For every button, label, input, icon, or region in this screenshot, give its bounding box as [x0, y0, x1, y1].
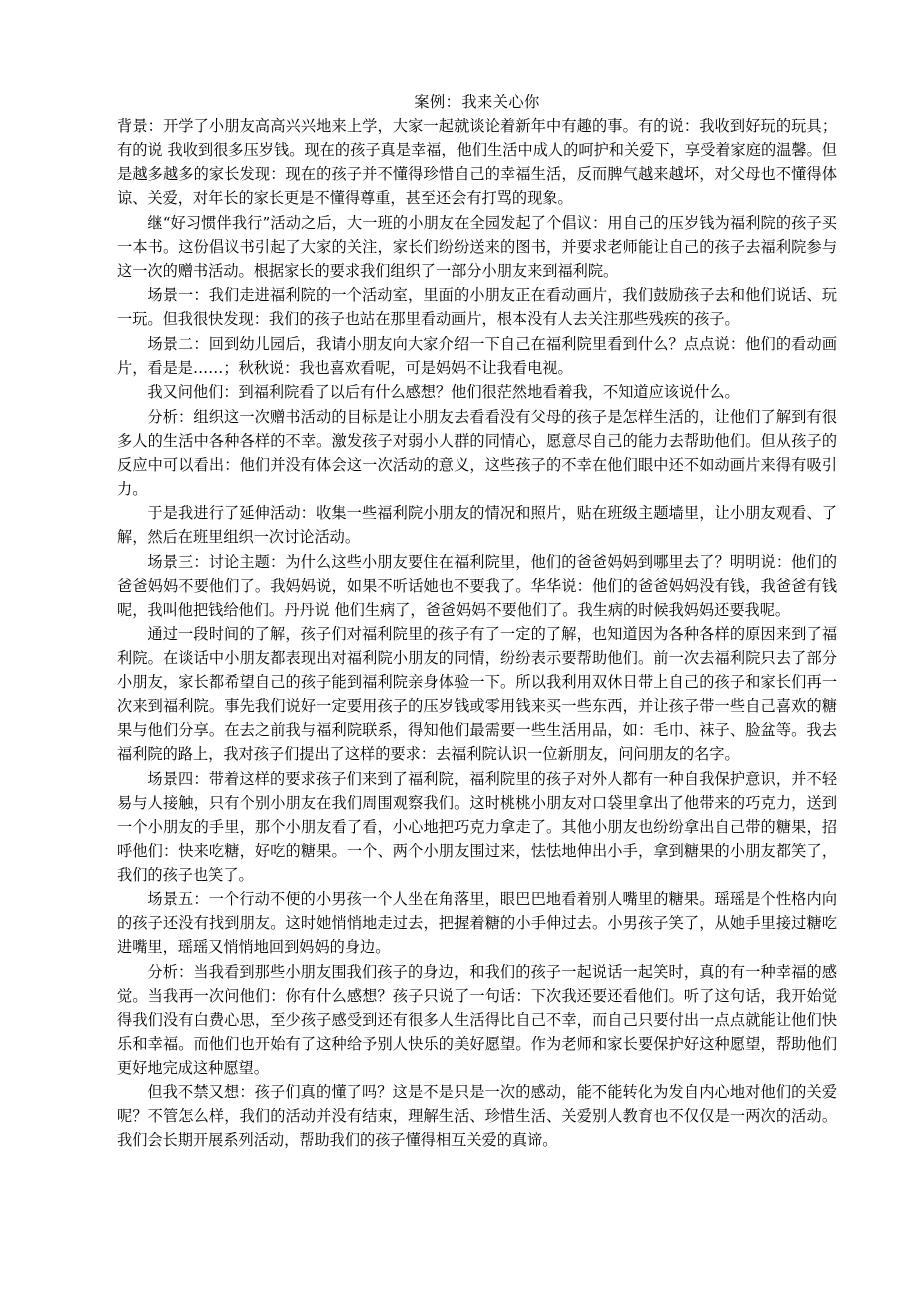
paragraph-analysis-one: 分析：组织这一次赠书活动的目标是让小朋友去看看没有父母的孩子是怎样生活的，让他们了解到有很多人的生活中各种各样的不幸。激发孩子对弱小人群的同情心，愿意尽自己的能力去帮助他们。但从孩子的反应中可以看出：他们并没有体会这一次活动的意义，这些孩子的不幸在他们眼中还不如动画片来得有吸引力。 — [117, 407, 837, 498]
paragraph-extension: 于是我进行了延伸活动：收集一些福利院小朋友的情况和照片，贴在班级主题墙里，让小朋友观看、了解，然后在班里组织一次讨论活动。 — [117, 504, 837, 546]
paragraph-question: 我又问他们：到福利院看了以后有什么感想？他们很茫然地看着我，不知道应该说什么。 — [147, 383, 740, 401]
paragraph-scene-two: 场景二：回到幼儿园后，我请小朋友向大家介绍一下自己在福利院里看到什么？点点说：他们的看动画片，看是是……；秋秋说：我也喜欢看呢，可是妈妈不让我看电视。 — [117, 334, 837, 377]
document-title: 案例：我来关心你 — [414, 93, 540, 111]
paragraph-second-visit: 通过一段时间的了解，孩子们对福利院里的孩子有了一定的了解，也知道因为各种各样的原因来到了福利院。在谈话中小朋友都表现出对福利院小朋友的同情，纷纷表示要帮助他们。前一次去福利院只去了部分小朋友，家长都希望自己的孩子能到福利院亲身体验一下。所以我利用双休日带上自己的孩子和家长们再一次来到福利院。事先我们说好一定要用孩子的压岁钱或零用钱来买一些东西，并让孩子带一些自己喜欢的糖果与他们分享。在去之前我与福利院联系，得知他们最需要一些生活用品，如：毛巾、袜子、脸盆等。我去福利院的路上，我对孩子们提出了这样的要求：去福利院认识一位新朋友，问问朋友的名字。 — [117, 625, 837, 763]
paragraph-scene-four: 场景四：带着这样的要求孩子们来到了福利院，福利院里的孩子对外人都有一种自我保护意识，并不轻易与人接触，只有个别小朋友在我们周围观察我们。这时桃桃小朋友对口袋里拿出了他带来的巧克力，送到一个小朋友的手里，那个小朋友看了看，小心地把巧克力拿走了。其他小朋友也纷纷拿出自己带的糖果，招呼他们：快来吃糖，好吃的糖果。一个、两个小朋友围过来，怯怯地伸出小手，拿到糖果的小朋友都笑了，我们的孩子也笑了。 — [117, 769, 837, 884]
paragraph-initiative: 继“好习惯伴我行”活动之后，大一班的小朋友在全园发起了个倡议：用自己的压岁钱为福利院的孩子买一本书。这份倡议书引起了大家的关注，家长们纷纷送来的图书，并要求老师能让自己的孩子去福利院参与这一次的赠书活动。根据家长的要求我们组织了一部分小朋友来到福利院。 — [117, 213, 837, 280]
document-page — [117, 91, 837, 1153]
paragraph-scene-five: 场景五：一个行动不便的小男孩一个人坐在角落里，眼巴巴地看着别人嘴里的糖果。瑶瑶是个性格内向的孩子还没有找到朋友。这时她悄悄地走过去，把握着糖的小手伸过去。小男孩子笑了，从她手里接过糖吃进嘴里，瑶瑶又悄悄地回到妈妈的身边。 — [117, 890, 837, 956]
paragraph-reflection: 但我不禁又想：孩子们真的懂了吗？这是不是只是一次的感动，能不能转化为发自内心地对他们的关爱呢？不管怎么样，我们的活动并没有结束，理解生活、珍惜生活、关爱别人教育也不仅仅是一两次的活动。我们会长期开展系列活动，帮助我们的孩子懂得相互关爱的真谛。 — [117, 1083, 837, 1149]
paragraph-scene-one: 场景一：我们走进福利院的一个活动室，里面的小朋友正在看动画片，我们鼓励孩子去和他们说话、玩一玩。但我很快发现：我们的孩子也站在那里看动画片，根本没有人去关注那些残疾的孩子。 — [117, 286, 837, 328]
paragraph-background: 背景：开学了小朋友高高兴兴地来上学，大家一起就谈论着新年中有趣的事。有的说：我收到好玩的玩具；有的说 我收到很多压岁钱。现在的孩子真是幸福，他们生活中成人的呵护和关爱下，享受着家庭的温馨。但是越多越多的家长发现：现在的孩子并不懂得珍惜自己的幸福生活，反而脾气越来越坏，对父母也不懂得体谅、关爱，对年长的家长更是不懂得尊重，甚至还会有打骂的现象。 — [117, 117, 837, 207]
paragraph-scene-three: 场景三：讨论主题：为什么这些小朋友要住在福利院里，他们的爸爸妈妈到哪里去了？明明说：他们的爸爸妈妈不要他们了。我妈妈说，如果不听话她也不要我了。华华说：他们的爸爸妈妈没有钱，我爸爸有钱呢，我叫他把钱给他们。丹丹说 他们生病了，爸爸妈妈不要他们了。我生病的时候我妈妈还要我呢。 — [117, 552, 837, 619]
paragraph-analysis-two: 分析：当我看到那些小朋友围我们孩子的身边，和我们的孩子一起说话一起笑时，真的有一种幸福的感觉。当我再一次问他们：你有什么感想？孩子只说了一句话：下次我还要还看他们。听了这句话，我开始觉得我们没有白费心思，至少孩子感受到还有很多人生活得比自己不幸，而自己只要付出一点点就能让他们快乐和幸福。而他们也开始有了这种给予别人快乐的美好愿望。作为老师和家长要保护好这种愿望，帮助他们更好地完成这种愿望。 — [117, 962, 837, 1077]
